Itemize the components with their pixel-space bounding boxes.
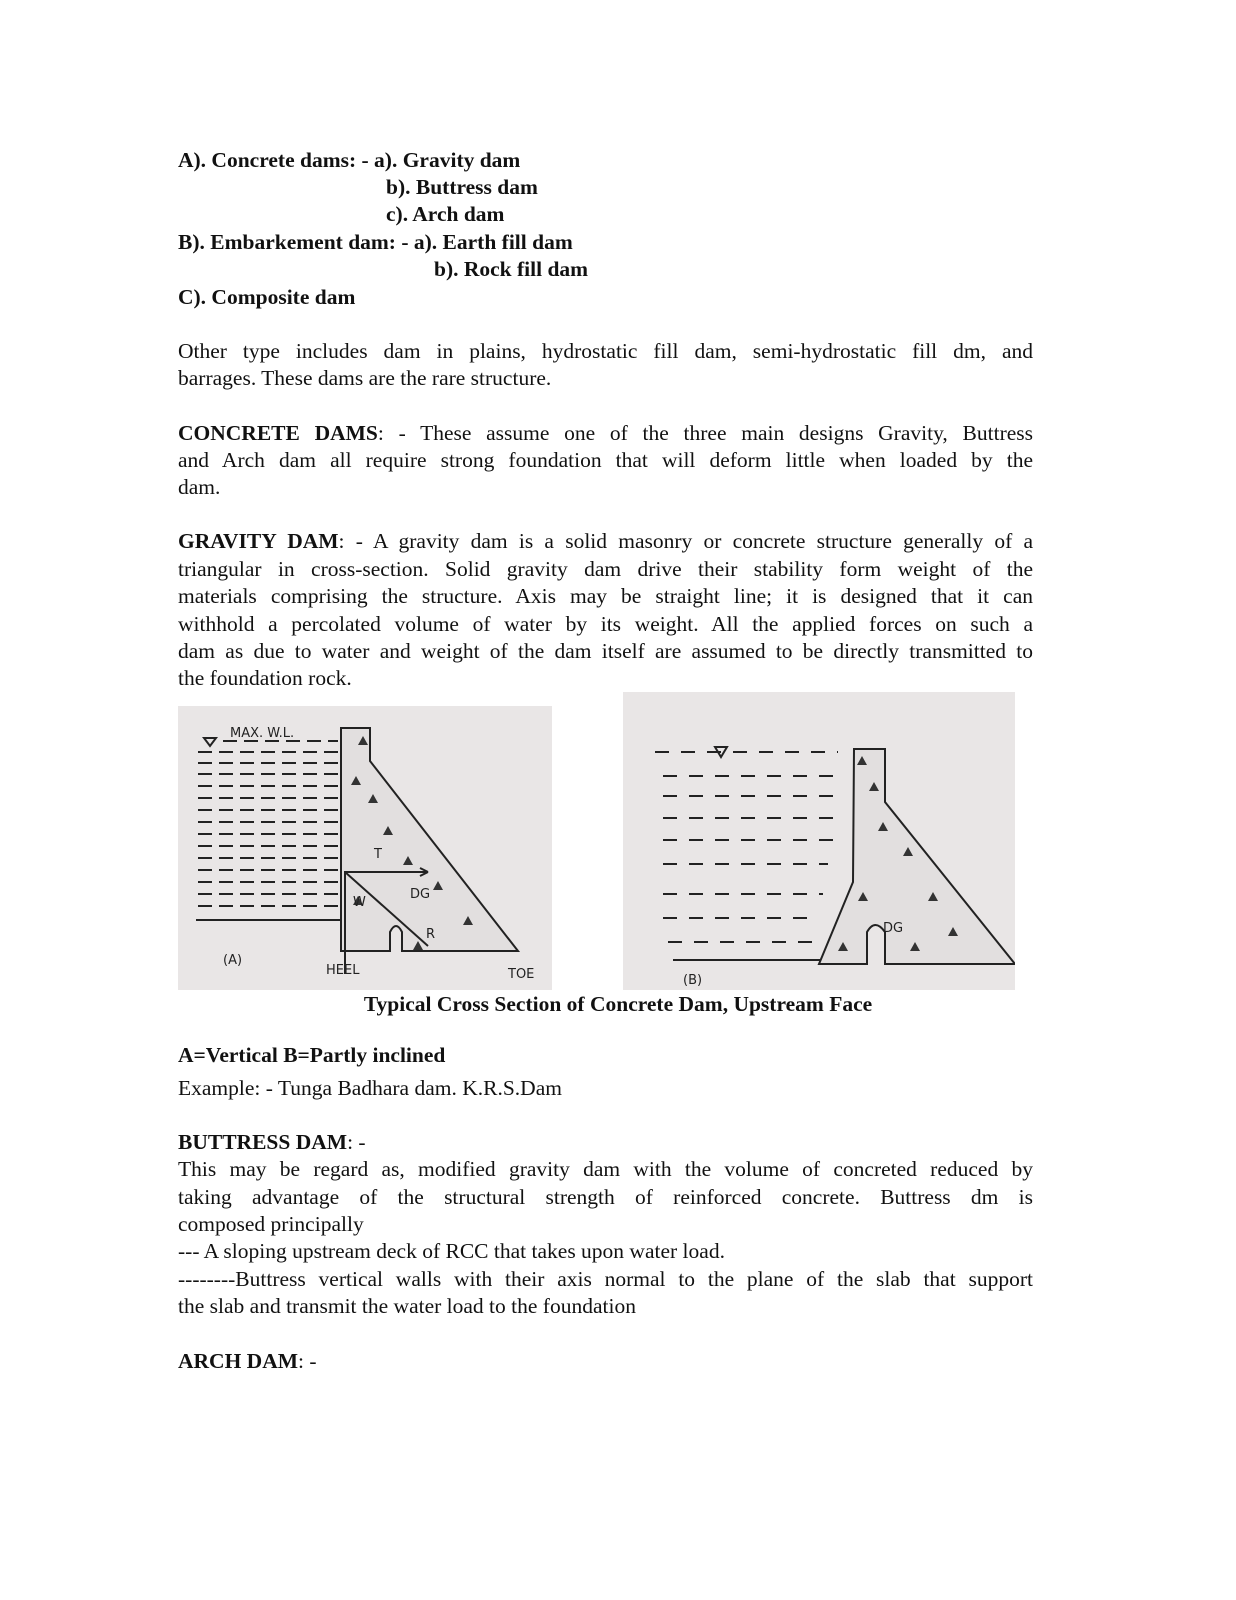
figure-caption: Typical Cross Section of Concrete Dam, Upstream Face [363,992,873,1016]
concrete-dams-heading: CONCRETE DAMS [178,421,378,445]
gravity-dam-line: materials comprising the structure. Axis may be straight line; it is designed that it can [178,584,1033,608]
figure-a-vertical-face [178,706,552,990]
gravity-dam-line: GRAVITY DAM: - A gravity dam is a solid masonry or concrete structure generally of a [178,529,1033,553]
other-types-line: Other type includes dam in plains, hydrostatic fill dam, semi-hydrostatic fill dm, and [178,339,1033,363]
class-b-line: B). Embarkement dam: - a). Earth fill dam [178,230,573,254]
drainage-gallery-label: DG [883,921,904,936]
buttress-dam-line: the slab and transmit the water load to the foundation [178,1294,636,1318]
buttress-dam-line: --- A sloping upstream deck of RCC that takes upon water load. [178,1239,725,1263]
example-line: Example: - Tunga Badhara dam. K.R.S.Dam [178,1076,562,1100]
class-a-b: b). Buttress dam [386,175,538,199]
buttress-dam-heading: BUTTRESS DAM: - [178,1130,366,1154]
class-a-line: A). Concrete dams: - a). Gravity dam [178,148,521,172]
gravity-dam-line: triangular in cross-section. Solid gravity dam drive their stability form weight of the [178,557,1033,581]
buttress-dam-line: taking advantage of the structural strength of reinforced concrete. Buttress dm is [178,1185,1033,1209]
gravity-dam-line: dam as due to water and weight of the dam itself are assumed to be directly transmitted to [178,639,1033,663]
concrete-dams-line: dam. [178,475,221,499]
toe-label: TOE [508,967,535,982]
max-water-level-label: MAX. W.L. [230,726,295,741]
other-types-line: barrages. These dams are the rare structure. [178,366,552,390]
force-r-label: R [426,927,436,942]
force-t-label: T [374,847,382,862]
drainage-gallery-label: DG [410,887,431,902]
class-b-b: b). Rock fill dam [434,257,589,281]
gravity-dam-heading: GRAVITY DAM [178,529,339,553]
buttress-dam-line: composed principally [178,1212,364,1236]
figure-b-partly-inclined [623,692,1015,990]
force-w-label: W [353,895,366,910]
heel-label: HEEL [326,963,360,978]
arch-dam-heading: ARCH DAM: - [178,1349,317,1373]
concrete-dams-line: CONCRETE DAMS: - These assume one of the three main designs Gravity, Buttress [178,421,1034,445]
gravity-dam-line: withhold a percolated volume of water by its weight. All the applied forces on such a [178,612,1033,636]
figure-b-label: (B) [683,973,703,988]
class-a-c: c). Arch dam [386,202,505,226]
buttress-dam-line: This may be regard as, modified gravity dam with the volume of concreted reduced by [178,1157,1033,1181]
figure-legend: A=Vertical B=Partly inclined [178,1043,446,1067]
buttress-dam-line: --------Buttress vertical walls with their axis normal to the plane of the slab that support [178,1267,1033,1291]
figure-a-label: (A) [223,953,243,968]
concrete-dams-line: and Arch dam all require strong foundation that will deform little when loaded by the [178,448,1033,472]
class-c-line: C). Composite dam [178,285,356,309]
gravity-dam-line: the foundation rock. [178,666,352,690]
